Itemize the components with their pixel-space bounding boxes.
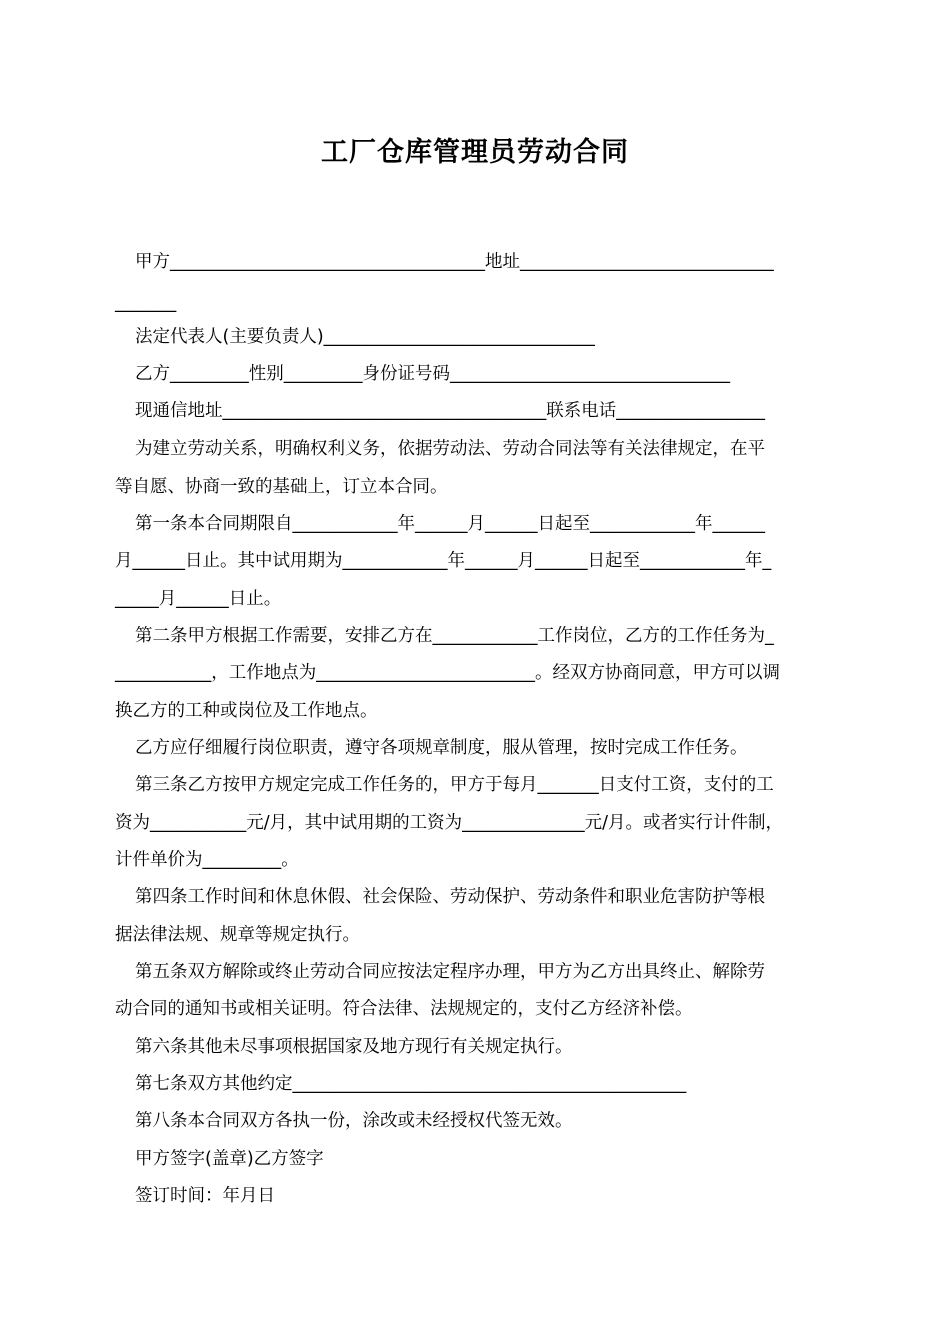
party-b-line: 乙方_________性别_________身份证号码________________________________	[135, 364, 730, 384]
document-title: 工厂仓库管理员劳动合同	[321, 137, 629, 168]
article-2-line-2: ___________，工作地点为_________________________。经双方协商同意，甲方可以调	[115, 663, 780, 683]
article-3-line-1: 第三条乙方按甲方规定完成工作任务的，甲方于每月_______日支付工资，支付的工	[135, 775, 774, 795]
article-7-line: 第七条双方其他约定_____________________________________________	[135, 1074, 687, 1094]
article-2-line-4: 乙方应仔细履行岗位职责，遵守各项规章制度，服从管理，按时完成工作任务。	[135, 738, 748, 758]
article-5-line-2: 动合同的通知书或相关证明。符合法律、法规规定的，支付乙方经济补偿。	[115, 999, 693, 1019]
signing-date-line: 签订时间：年月日	[135, 1186, 275, 1206]
party-a-line-cont: _______	[115, 293, 177, 313]
legal-rep-line: 法定代表人(主要负责人)_______________________________	[135, 327, 595, 347]
article-4-line-1: 第四条工作时间和休息休假、社会保险、劳动保护、劳动条件和职业危害防护等根	[135, 887, 765, 907]
article-1-line-2: 月______日止。其中试用期为____________年______月______日起至____________年_	[115, 551, 772, 571]
party-a-line: 甲方____________________________________地址_____________________________	[135, 252, 774, 272]
preamble-line-1: 为建立劳动关系，明确权利义务，依据劳动法、劳动合同法等有关法律规定，在平	[135, 439, 765, 459]
article-1-line-3: _____月______日止。	[115, 589, 282, 609]
article-2-line-1: 第二条甲方根据工作需要，安排乙方在____________工作岗位，乙方的工作任务为_	[135, 626, 774, 646]
article-2-line-3: 换乙方的工种或岗位及工作地点。	[115, 701, 378, 721]
signature-line: 甲方签字(盖章)乙方签字	[135, 1149, 324, 1169]
article-3-line-2: 资为___________元/月，其中试用期的工资为______________元/月。或者实行计件制，	[115, 813, 784, 833]
article-5-line-1: 第五条双方解除或终止劳动合同应按法定程序办理，甲方为乙方出具终止、解除劳	[135, 962, 765, 982]
article-6-line: 第六条其他未尽事项根据国家及地方现行有关规定执行。	[135, 1037, 573, 1057]
article-8-line: 第八条本合同双方各执一份，涂改或未经授权代签无效。	[135, 1111, 573, 1131]
preamble-line-2: 等自愿、协商一致的基础上，订立本合同。	[115, 477, 448, 497]
address-phone-line: 现通信地址_____________________________________联系电话_________________	[135, 401, 765, 421]
article-4-line-2: 据法律法规、规章等规定执行。	[115, 925, 360, 945]
article-1-line-1: 第一条本合同期限自____________年______月______日起至____________年______	[135, 514, 765, 534]
article-3-line-3: 计件单价为_________。	[115, 850, 299, 870]
